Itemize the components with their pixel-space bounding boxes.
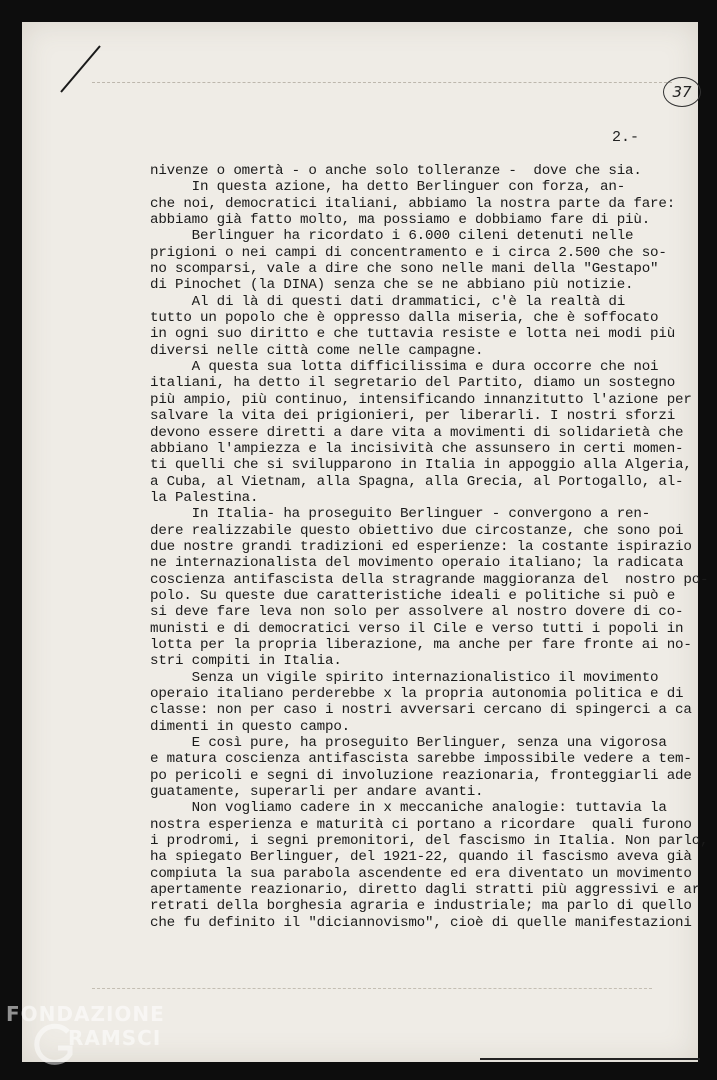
document-page [22, 22, 709, 1062]
text-line: si deve fare leva non solo per assolvere al nostro dovere di co- [150, 604, 684, 621]
text-line: guatamente, superarli per andare avanti. [150, 784, 484, 801]
text-line: abbiamo già fatto molto, ma possiamo e dobbiamo fare di più. [150, 212, 651, 229]
text-line: Al di là di questi dati drammatici, c'è la realtà di [150, 293, 626, 310]
text-line: ne internazionalista del movimento operaio italiano; la radicata [150, 555, 684, 572]
text-line: abbiano l'ampiezza e la incisività che assunsero in certi momen- [150, 440, 684, 457]
text-line: due nostre grandi tradizioni ed esperienze: la costante ispirazio [150, 538, 692, 555]
text-line: retrati della borghesia agraria e industriale; ma parlo di quello [150, 898, 692, 915]
bottom-dashed-rule [92, 988, 652, 989]
text-line: nivenze o omertà - o anche solo tolleranze - dove che sia. [150, 163, 642, 179]
text-line: diversi nelle città come nelle campagne. [150, 342, 484, 359]
text-line: a Cuba, al Vietnam, alla Spagna, alla Grecia, al Portogallo, al- [150, 473, 684, 490]
page-number: 2.- [612, 129, 640, 146]
watermark-line1: FONDAZIONE [6, 1002, 165, 1026]
text-line: dere realizzabile questo obiettivo due circostanze, che sono poi [150, 522, 684, 539]
text-line: devono essere diretti a dare vita a movimenti di solidarietà che [150, 424, 684, 441]
text-line: munisti e di democratici verso il Cile e verso tutti i popoli in [150, 620, 684, 637]
watermark-line2: RAMSCI [68, 1026, 162, 1050]
text-line: di Pinochet (la DINA) senza che se ne abbiano più notizie. [150, 277, 634, 294]
text-line: polo. Su queste due caratteristiche ideali e politiche si può e [150, 587, 676, 604]
text-line: in ogni suo diritto e che tuttavia resiste e lotta nei modi più [150, 326, 676, 343]
text-line: apertamente reazionario, diretto dagli stratti più aggressivi e ar [150, 882, 701, 899]
text-line: più ampio, più continuo, intensificando innanzitutto l'azione per [150, 391, 692, 408]
scan-edge-rule [480, 1058, 700, 1060]
text-line: prigioni o nei campi di concentramento e i circa 2.500 che so- [150, 244, 667, 261]
typewritten-text [150, 163, 710, 931]
text-line: classe: non per caso i nostri avversari cercano di spingerci a ca [150, 702, 692, 719]
text-line: A questa sua lotta difficilissima e dura occorre che noi [150, 359, 659, 376]
text-line: salvare la vita dei prigionieri, per liberarli. I nostri sforzi [150, 408, 676, 425]
text-line: nostra esperienza e maturità ci portano a ricordare quali furono [150, 816, 692, 833]
text-line: In questa azione, ha detto Berlinguer con forza, an- [150, 179, 626, 196]
text-line: ha spiegato Berlinguer, del 1921-22, quando il fascismo aveva già [150, 849, 692, 866]
text-line: operaio italiano perderebbe x la propria autonomia politica e di [150, 686, 684, 702]
text-line: la Palestina. [150, 489, 259, 506]
fondazione-gramsci-watermark [6, 1000, 186, 1076]
text-line: che noi, democratici italiani, abbiamo la nostra parte da fare: [150, 195, 676, 212]
corner-pencil-stroke [58, 44, 102, 96]
text-line: In Italia- ha proseguito Berlinguer - convergono a ren- [150, 506, 651, 523]
text-line: e matura coscienza antifascista sarebbe impossibile vedere a tem- [150, 751, 692, 768]
text-line: compiuta la sua parabola ascendente ed era diventato un movimento [150, 865, 692, 882]
text-line: italiani, ha detto il segretario del Partito, diamo un sostegno [150, 375, 676, 392]
text-line: no scomparsi, vale a dire che sono nelle mani della "Gestapo" [150, 261, 659, 278]
text-line: stri compiti in Italia. [150, 653, 342, 670]
text-line: lotta per la propria liberazione, ma anche per fare fronte ai no- [150, 636, 692, 653]
text-line: E così pure, ha proseguito Berlinguer, senza una vigorosa [150, 735, 667, 752]
text-line: Non vogliamo cadere in x meccaniche analogie: tuttavia la [150, 800, 667, 817]
archive-page-number: 37 [663, 77, 701, 107]
text-line: po pericoli e segni di involuzione reazionaria, fronteggiarli ade [150, 767, 692, 784]
text-line: coscienza antifascista della stragrande maggioranza del nostro po- [150, 571, 709, 588]
text-line: ti quelli che si svilupparono in Italia in appoggio alla Algeria, [150, 457, 692, 474]
text-line: tutto un popolo che è oppresso dalla miseria, che è soffocato [150, 310, 659, 327]
text-line: che fu definito il "diciannovismo", cioè di quelle manifestazioni [150, 914, 692, 931]
text-line: Senza un vigile spirito internazionalistico il movimento [150, 669, 659, 686]
top-dashed-rule [92, 82, 672, 83]
text-line: dimenti in questo campo. [150, 718, 351, 735]
text-line: i prodromi, i segni premonitori, del fascismo in Italia. Non parlo, [150, 833, 709, 850]
text-line: Berlinguer ha ricordato i 6.000 cileni detenuti nelle [150, 228, 634, 245]
